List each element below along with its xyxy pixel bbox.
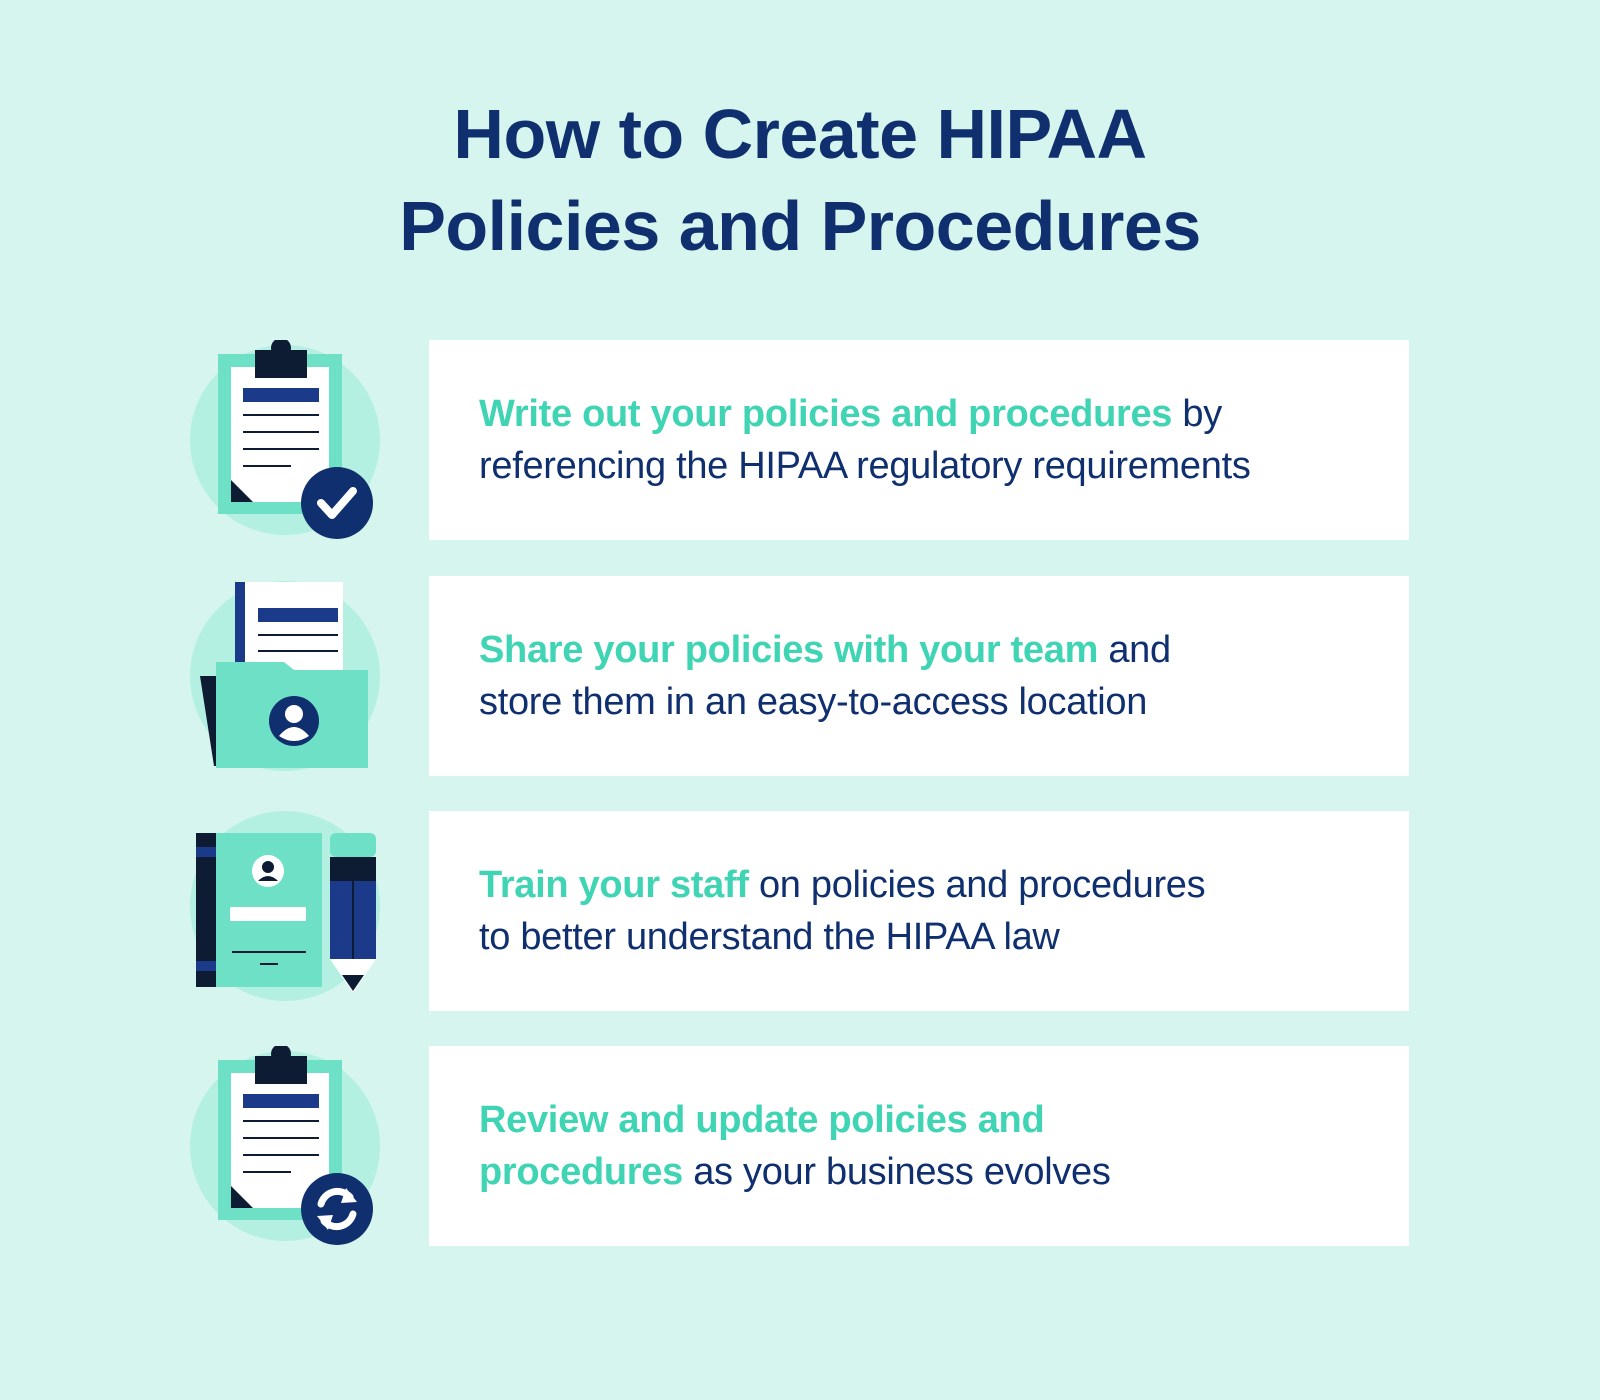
- step-text-rest-2: store them in an easy-to-access location: [479, 681, 1148, 723]
- title-line-2: Policies and Procedures: [399, 187, 1201, 265]
- step-text: [479, 859, 1205, 963]
- step-text-rest-2: as your business evolves: [682, 1151, 1111, 1193]
- step-review-policies: [0, 1046, 1600, 1246]
- step-write-policies: [0, 340, 1600, 540]
- step-text-rest-2: to better understand the HIPAA law: [479, 916, 1060, 958]
- step-highlight: Share your policies with your team: [479, 629, 1099, 671]
- step-card: [429, 340, 1409, 540]
- folder-profile-icon: [180, 576, 400, 776]
- book-pencil-icon: [180, 811, 400, 1011]
- step-highlight: Write out your policies and procedures: [479, 393, 1173, 435]
- step-card: [429, 811, 1409, 1011]
- page-title: [0, 88, 1600, 272]
- step-highlight-2: procedures: [479, 1151, 683, 1193]
- step-share-policies: [0, 576, 1600, 776]
- step-card: [429, 1046, 1409, 1246]
- step-text-rest: on policies and procedures: [748, 864, 1206, 906]
- step-highlight: Review and update policies and: [479, 1099, 1045, 1141]
- clipboard-refresh-icon: [180, 1046, 400, 1246]
- step-text-rest: by: [1172, 393, 1222, 435]
- step-text: [479, 388, 1251, 492]
- step-text-rest-2: referencing the HIPAA regulatory requirements: [479, 445, 1251, 487]
- step-card: [429, 576, 1409, 776]
- step-text: [479, 624, 1171, 728]
- clipboard-check-icon: [180, 340, 400, 540]
- step-highlight: Train your staff: [479, 864, 749, 906]
- step-train-staff: [0, 811, 1600, 1011]
- step-text: [479, 1094, 1111, 1198]
- step-text-rest: and: [1098, 629, 1171, 671]
- title-line-1: How to Create HIPAA: [453, 95, 1147, 173]
